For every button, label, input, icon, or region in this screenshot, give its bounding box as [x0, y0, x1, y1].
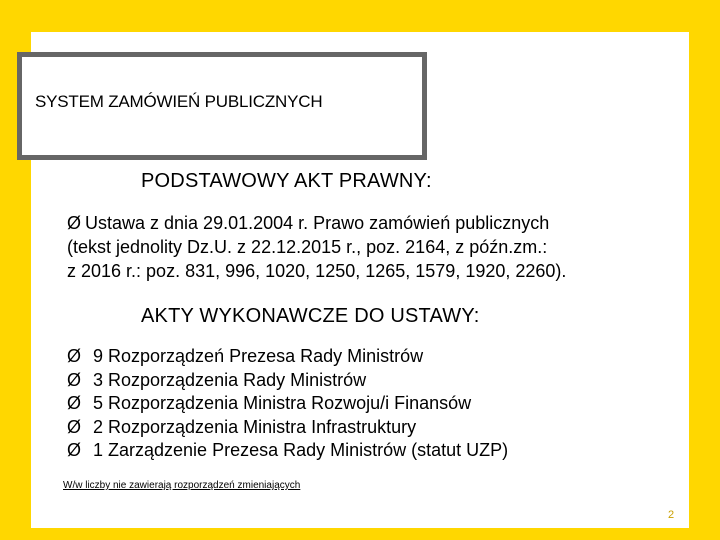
list-item — [67, 416, 508, 440]
legal-act-line-1-text: Ustawa z dnia 29.01.2004 r. Prawo zamówień publicznych — [85, 213, 550, 233]
footnote: W/w liczby nie zawierają rozporządzeń zmieniających — [63, 480, 301, 491]
arrow-bullet-icon: Ø — [67, 393, 82, 413]
legal-act-line-3: z 2016 r.: poz. 831, 996, 1020, 1250, 1265, 1579, 1920, 2260). — [67, 261, 567, 281]
slide-title: SYSTEM ZAMÓWIEŃ PUBLICZNYCH — [35, 92, 323, 111]
arrow-bullet-icon: Ø — [67, 213, 82, 233]
arrow-bullet-icon: Ø — [67, 369, 82, 390]
list-item-text: 2 Rozporządzenia Ministra Infrastruktury — [93, 416, 417, 437]
heading-executive-acts: AKTY WYKONAWCZE DO USTAWY: — [141, 305, 480, 327]
list-item-text: 3 Rozporządzenia Rady Ministrów — [93, 369, 367, 390]
list-item — [67, 439, 508, 463]
list-item — [67, 369, 508, 393]
legal-act-paragraph — [67, 211, 566, 283]
list-item — [67, 345, 508, 369]
arrow-bullet-icon: Ø — [67, 416, 82, 437]
executive-acts-list — [67, 345, 508, 463]
page-number: 2 — [668, 509, 675, 521]
heading-legal-act: PODSTAWOWY AKT PRAWNY: — [141, 170, 432, 192]
legal-act-line-1 — [67, 211, 566, 235]
arrow-bullet-icon: Ø — [67, 440, 82, 460]
list-item-text: 5 Rozporządzenia Ministra Rozwoju/i Finansów — [93, 393, 472, 413]
arrow-bullet-icon: Ø — [67, 346, 82, 366]
list-item — [67, 392, 508, 416]
legal-act-line-2: (tekst jednolity Dz.U. z 22.12.2015 r., poz. 2164, z późn.zm.: — [67, 237, 548, 257]
list-item-text: 1 Zarządzenie Prezesa Rady Ministrów (statut UZP) — [93, 440, 509, 460]
list-item-text: 9 Rozporządzeń Prezesa Rady Ministrów — [93, 346, 424, 366]
